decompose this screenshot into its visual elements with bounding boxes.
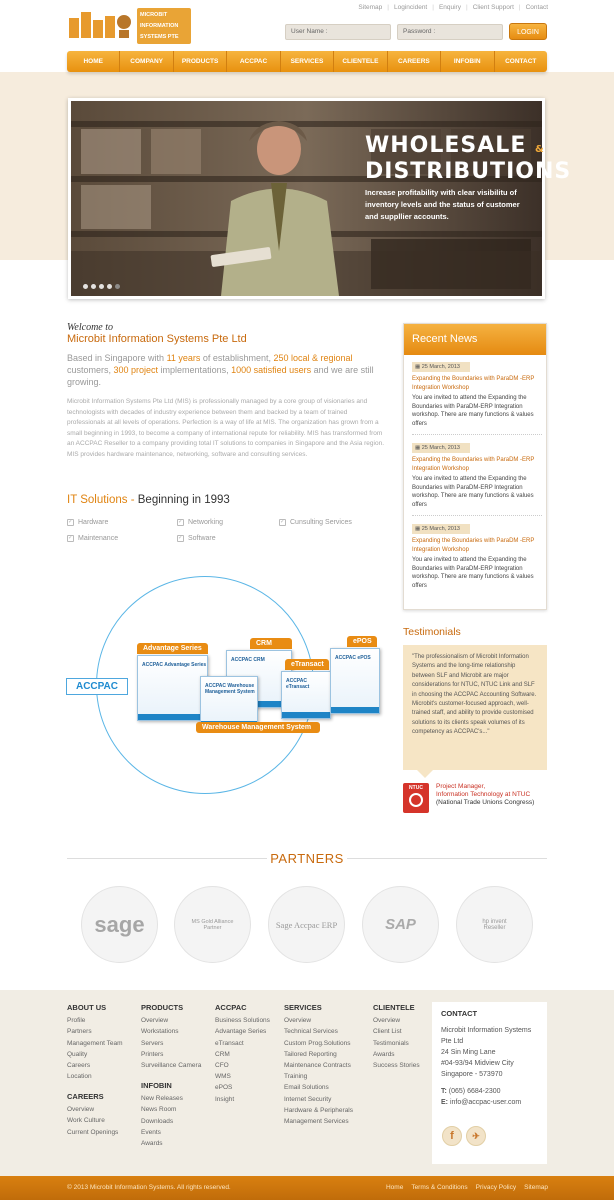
slider-dot[interactable] xyxy=(99,284,104,289)
footer-link[interactable]: Internet Security xyxy=(284,1095,332,1103)
footer-link[interactable]: Management Team xyxy=(67,1039,123,1047)
top-link-contact[interactable]: Contact xyxy=(525,4,548,11)
hero-banner[interactable] xyxy=(68,98,572,299)
top-link-enquiry[interactable]: Enquiry xyxy=(438,4,461,11)
testimonial-quote: "The professionalism of Microbit Information Systems and the long-time relationship between SLF and Microbit are major considerations for NTUC, NTUC Link and SLF in choosing the ACCPAC Accounting Software. Microbit's customer-focused approach, well-trained staff, and ability to provide customised solutions to its clients speak volumes of its competency as ACCPAC's..." xyxy=(403,645,547,770)
box-strip xyxy=(282,712,330,718)
bottom-link-home[interactable]: Home xyxy=(385,1184,404,1191)
news-item[interactable] xyxy=(412,443,542,516)
news-date-text: 25 March, 2013 xyxy=(421,445,460,451)
banner-title-1: WHOLESALE xyxy=(365,133,527,158)
author-org: (National Trade Unions Congress) xyxy=(436,799,535,806)
footer-link[interactable]: New Releases xyxy=(141,1095,183,1103)
partner-sage-accpac-logo[interactable] xyxy=(268,886,345,963)
it-solutions-heading xyxy=(67,494,230,506)
footer-products xyxy=(141,1002,201,1071)
footer-link[interactable]: Maintenance Contracts xyxy=(284,1062,351,1070)
partner-logo-text: sage xyxy=(94,911,145,937)
recent-news-panel xyxy=(403,323,547,610)
box-label: ACCPAC CRM xyxy=(231,657,265,663)
solution-software[interactable] xyxy=(177,535,216,542)
footer-heading: CLIENTELE xyxy=(373,1003,415,1012)
news-title[interactable]: Expanding the Boundaries with ParaDM -ERP Integration Workshop xyxy=(412,538,535,553)
intro-part: Based in Singapore with xyxy=(67,353,167,363)
footer-link[interactable]: ePOS xyxy=(215,1084,233,1092)
top-links: Sitemap | Logincident | Enquiry | Client Support | Contact xyxy=(358,4,548,11)
banner-title xyxy=(365,135,571,183)
footer-link[interactable]: Events xyxy=(141,1128,161,1136)
nav-company[interactable]: COMPANY xyxy=(120,51,173,72)
footer-link[interactable]: Awards xyxy=(141,1140,163,1148)
footer-heading: ABOUT US xyxy=(67,1003,107,1012)
testimonials-heading: Testimonials xyxy=(403,626,461,638)
box-label: ACCPAC ePOS xyxy=(335,655,371,661)
facebook-icon[interactable]: f xyxy=(442,1126,462,1146)
login-button[interactable]: LOGIN xyxy=(509,23,547,40)
contact-address: 24 Sin Ming Lane xyxy=(441,1049,496,1056)
footer-link[interactable]: Overview xyxy=(284,1017,312,1025)
solution-label: Maintenance xyxy=(78,535,119,542)
box-strip xyxy=(331,707,379,713)
box-etransact[interactable] xyxy=(281,671,331,719)
contact-phone xyxy=(441,1086,538,1097)
footer-link[interactable]: Careers xyxy=(67,1062,91,1070)
tag-epos[interactable]: ePOS xyxy=(347,636,377,647)
top-link-sitemap[interactable]: Sitemap xyxy=(358,4,383,11)
footer-link[interactable]: News Room xyxy=(141,1106,177,1114)
ntuc-logo xyxy=(403,783,429,813)
footer-accpac xyxy=(215,1002,270,1105)
intro-part: and we are still growing. xyxy=(67,365,374,387)
email-value[interactable]: info@accpac-user.com xyxy=(449,1099,522,1106)
solution-consulting[interactable] xyxy=(279,519,352,526)
footer-link[interactable]: Overview xyxy=(67,1106,95,1114)
solution-label: Software xyxy=(188,535,216,542)
nav-careers[interactable]: CAREERS xyxy=(388,51,441,72)
news-item[interactable] xyxy=(412,524,542,590)
intro-part: implementations, xyxy=(158,365,232,375)
contact-company: Microbit Information Systems Pte Ltd xyxy=(441,1027,532,1045)
news-title[interactable]: Expanding the Boundaries with ParaDM -ERP Integration Workshop xyxy=(412,376,535,391)
nav-clientele[interactable]: CLIENTELE xyxy=(334,51,387,72)
accpac-center-label[interactable]: ACCPAC xyxy=(66,678,128,695)
solution-networking[interactable] xyxy=(177,519,223,526)
news-date: ▦ 25 March, 2013 xyxy=(412,362,470,372)
it-heading-orange: IT Solutions - xyxy=(67,494,138,506)
partner-microsoft-logo[interactable] xyxy=(174,886,251,963)
tag-crm[interactable]: CRM xyxy=(250,638,292,649)
partner-sap-logo[interactable] xyxy=(362,886,439,963)
contact-address: #04-93/94 Midview City xyxy=(441,1060,514,1067)
phone-value: (065) 6684-2300 xyxy=(448,1088,501,1095)
logo[interactable] xyxy=(67,8,197,51)
banner-amp: & xyxy=(535,144,545,155)
welcome-label: Welcome to xyxy=(67,322,114,333)
box-label: ACCPAC Warehouse Management System xyxy=(205,683,255,695)
banner-title-2: DISTRIBUTIONS xyxy=(365,159,572,184)
slider-dot[interactable] xyxy=(107,284,112,289)
news-date: ▦ 25 March, 2013 xyxy=(412,524,470,534)
footer-link[interactable]: Surveillance Camera xyxy=(141,1062,202,1070)
contact-heading: CONTACT xyxy=(441,1009,478,1018)
box-warehouse[interactable] xyxy=(200,676,258,728)
top-link-client-support[interactable]: Client Support xyxy=(472,4,514,11)
footer-services xyxy=(284,1002,353,1127)
footer-clientele xyxy=(373,1002,420,1071)
footer-link[interactable]: Overview xyxy=(141,1017,169,1025)
news-title[interactable]: Expanding the Boundaries with ParaDM -ERP Integration Workshop xyxy=(412,457,535,472)
footer-link[interactable]: Work Culture xyxy=(67,1117,105,1125)
phone-label: T: xyxy=(441,1088,447,1095)
check-icon: ✓ xyxy=(68,519,74,525)
footer-link[interactable]: Email Solutions xyxy=(284,1084,329,1092)
logo-mark xyxy=(67,8,133,44)
nav-accpac[interactable]: ACCPAC xyxy=(227,51,280,72)
logo-line: SYSTEMS PTE LTD xyxy=(140,34,179,51)
footer-heading: INFOBIN xyxy=(141,1081,172,1090)
footer-link[interactable]: CFO xyxy=(215,1062,229,1070)
footer-link[interactable]: CRM xyxy=(215,1050,230,1058)
slider-dot[interactable] xyxy=(91,284,96,289)
footer-link[interactable]: Tailored Reporting xyxy=(284,1050,337,1058)
author-line: Information Technology at NTUC xyxy=(436,791,531,798)
solution-label: Cunsulting Services xyxy=(290,519,352,526)
bottom-links xyxy=(386,1184,548,1191)
intro-part: of establishment, xyxy=(200,353,274,363)
slider-dot[interactable] xyxy=(83,284,88,289)
company-name: Microbit Information Systems Pte Ltd xyxy=(67,333,247,345)
footer-careers xyxy=(67,1091,118,1138)
partner-sage-logo[interactable] xyxy=(81,886,158,963)
top-link-logincident[interactable]: Logincident xyxy=(393,4,428,11)
news-text: You are invited to attend the Expanding the Boundaries with ParaDM-ERP Integration workshop. There are many functions & values offers xyxy=(412,395,534,427)
news-date-text: 25 March, 2013 xyxy=(421,364,460,370)
nav-contact[interactable]: CONTACT xyxy=(505,58,537,65)
news-date-text: 25 March, 2013 xyxy=(421,526,460,532)
check-icon: ✓ xyxy=(68,535,74,541)
footer-link[interactable]: Current Openings xyxy=(67,1128,119,1136)
nav-home[interactable]: HOME xyxy=(67,51,120,72)
intro-part: customers, xyxy=(67,365,114,375)
bottom-link-terms[interactable]: Terms & Conditions xyxy=(411,1184,468,1191)
intro-text xyxy=(67,352,383,388)
slider-dot-active[interactable] xyxy=(115,284,120,289)
footer-link[interactable]: Technical Services xyxy=(284,1028,338,1036)
testimonial-author xyxy=(436,783,534,807)
footer-link[interactable]: Training xyxy=(284,1073,308,1081)
footer-link[interactable]: Location xyxy=(67,1073,92,1081)
news-text: You are invited to attend the Expanding the Boundaries with ParaDM-ERP Integration workshop. There are many functions & values offers xyxy=(412,557,534,589)
footer-link[interactable]: Custom Prog.Solutions xyxy=(284,1039,351,1047)
slider-dots xyxy=(83,284,120,289)
twitter-icon[interactable]: ✈ xyxy=(466,1126,486,1146)
news-item[interactable] xyxy=(412,362,542,435)
footer-infobin xyxy=(141,1080,183,1149)
nav-products[interactable]: PRODUCTS xyxy=(174,51,227,72)
copyright: © 2013 Microbit Information Systems. All rights reserved. xyxy=(67,1184,231,1191)
footer-link[interactable]: Insight xyxy=(215,1095,235,1103)
partner-logo-text: Sage Accpac ERP xyxy=(275,919,338,930)
footer-link[interactable]: Success Stories xyxy=(373,1062,420,1070)
check-icon: ✓ xyxy=(178,519,184,525)
footer-link[interactable]: Partners xyxy=(67,1028,92,1036)
footer-link[interactable]: Business Solutions xyxy=(215,1017,270,1025)
divider xyxy=(412,434,542,435)
logo-line: INFORMATION xyxy=(140,23,179,29)
nav-infobin[interactable]: INFOBIN xyxy=(441,51,494,72)
partner-logo-text: hp invent Reseller xyxy=(482,918,507,931)
box-advantage-series[interactable] xyxy=(137,655,208,721)
box-strip xyxy=(138,714,207,720)
partners-heading: PARTNERS xyxy=(270,851,344,866)
partner-logo-text: SAP xyxy=(385,916,416,933)
box-epos[interactable] xyxy=(330,648,380,714)
recent-news-heading: Recent News xyxy=(404,324,546,355)
bottom-link-privacy[interactable]: Privacy Policy xyxy=(475,1184,517,1191)
main-nav xyxy=(67,51,547,72)
footer-heading: ACCPAC xyxy=(215,1003,247,1012)
footer-link[interactable]: Profile xyxy=(67,1017,86,1025)
logo-line: MICROBIT xyxy=(140,12,168,18)
news-text: You are invited to attend the Expanding the Boundaries with ParaDM-ERP Integration workshop. There are many functions & values offers xyxy=(412,476,534,508)
solution-maintenance[interactable] xyxy=(67,535,118,542)
solution-hardware[interactable] xyxy=(67,519,108,526)
logo-text xyxy=(137,8,191,51)
about-paragraph: Microbit Information Systems Pte Ltd (MIS) is professionally managed by a core group of visionaries and technologists with decades of industry experience between them and backed by a team of trained professionals at all levels of operations. Perfection is a way of life at MIS. The organization has grown from a small beginning in 1993, to become a company of international repute for reliability. MIS has transformed from an ACCPAC Reseller to a company providing total IT solutions to companies in Singapore and the Asia region. MIS provides hardware maintenance, networking, software and consulting services. xyxy=(67,398,384,458)
footer-link[interactable]: WMS xyxy=(215,1073,231,1081)
intro-highlight: 1000 satisfied users xyxy=(231,365,312,375)
intro-highlight: 250 local & regional xyxy=(273,353,353,363)
solution-label: Hardware xyxy=(78,519,109,526)
news-date: ▦ 25 March, 2013 xyxy=(412,443,470,453)
contact-email xyxy=(441,1097,538,1108)
footer-heading: PRODUCTS xyxy=(141,1003,184,1012)
footer-heading: CAREERS xyxy=(67,1092,104,1101)
tag-etransact[interactable]: eTransact xyxy=(285,659,329,670)
ntuc-logo-text: NTUC xyxy=(409,785,423,791)
bottom-bar xyxy=(0,1176,614,1200)
email-label: E: xyxy=(441,1099,448,1106)
footer-link[interactable]: Quality xyxy=(67,1050,88,1058)
footer-link[interactable]: Advantage Series xyxy=(215,1028,267,1036)
ntuc-gear-icon xyxy=(409,793,423,807)
box-label: ACCPAC eTransact xyxy=(286,678,310,690)
footer-link[interactable]: Overview xyxy=(373,1017,401,1025)
tag-warehouse-management[interactable]: Warehouse Management System xyxy=(196,722,320,733)
footer-link[interactable]: Management Services xyxy=(284,1118,349,1126)
solution-label: Networking xyxy=(188,519,224,526)
footer-link[interactable]: Client List xyxy=(373,1028,402,1036)
footer-heading: SERVICES xyxy=(284,1003,322,1012)
bottom-link-sitemap[interactable]: Sitemap xyxy=(524,1184,548,1191)
banner-text: Increase profitability with clear visibilitu of inventory levels and the status of customer and suppllier accounts. xyxy=(365,188,520,221)
footer-link[interactable]: Testimonials xyxy=(373,1039,409,1047)
footer-link[interactable]: Printers xyxy=(141,1050,164,1058)
partner-hp-logo[interactable] xyxy=(456,886,533,963)
contact-card xyxy=(432,1002,547,1164)
username-input[interactable]: User Name : xyxy=(285,24,391,40)
footer-about xyxy=(67,1002,123,1082)
footer-link[interactable]: Downloads xyxy=(141,1117,174,1125)
intro-highlight: 11 years xyxy=(166,353,201,363)
tag-advantage-series[interactable]: Advantage Series xyxy=(137,643,208,654)
footer-link[interactable]: Awards xyxy=(373,1050,395,1058)
footer-link[interactable]: Servers xyxy=(141,1039,164,1047)
box-label: ACCPAC Advantage Series xyxy=(142,662,207,668)
author-line: Project Manager, xyxy=(436,783,486,790)
password-input[interactable]: Password : xyxy=(397,24,503,40)
divider xyxy=(412,515,542,516)
footer-link[interactable]: eTransact xyxy=(215,1039,244,1047)
intro-highlight: 300 project xyxy=(113,365,159,375)
footer-link[interactable]: Workstations xyxy=(141,1028,179,1036)
footer-link[interactable]: Hardware & Peripherals xyxy=(284,1106,354,1114)
it-heading-dark: Beginning in 1993 xyxy=(137,494,230,506)
contact-address: Singapore - 573970 xyxy=(441,1071,503,1078)
partner-logo-text: MS Gold Alliance Partner xyxy=(191,918,234,931)
nav-services[interactable]: SERVICES xyxy=(281,51,334,72)
check-icon: ✓ xyxy=(280,519,286,525)
check-icon: ✓ xyxy=(178,535,184,541)
